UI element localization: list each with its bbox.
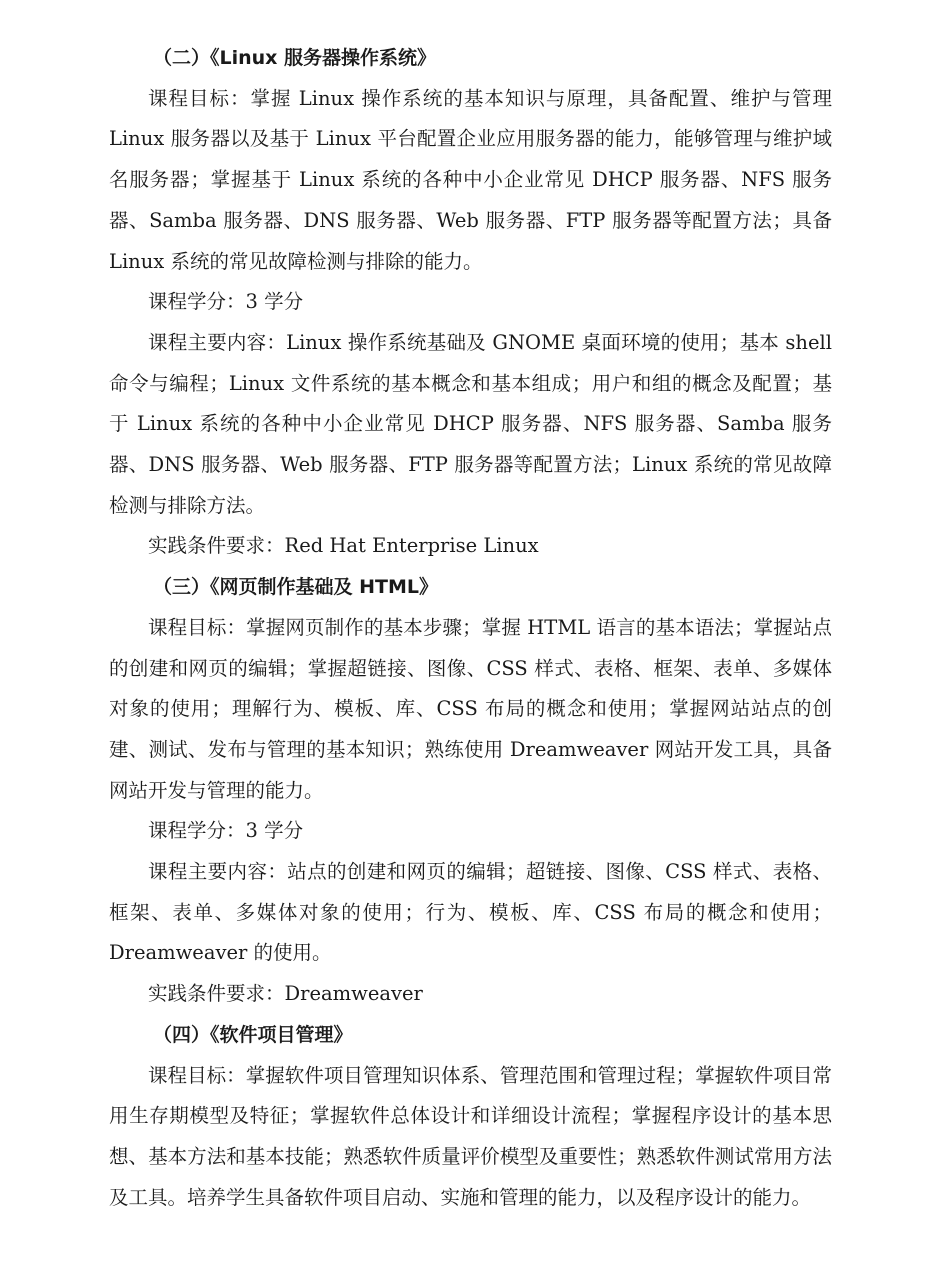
course-goal-text: 掌握网页制作的基本步骤；掌握 HTML 语言的基本语法；掌握站点的创建和网页的编辑；掌握超链接、图像、CSS 样式、表格、框架、表单、多媒体对象的使用；理解行为、模板、库、CSS 布局的概念和使用；掌握网站站点的创建、测试、发布与管理的基本知识；熟练使用 Dreamweaver 网站开发工具，具备网站开发与管理的能力。 [109, 615, 832, 802]
course-credits [109, 282, 832, 323]
course-credits-label: 课程学分： [148, 290, 246, 314]
course-practice [109, 526, 832, 567]
course-section-project-management [109, 1015, 832, 1219]
course-credits-text: 3 学分 [245, 819, 304, 843]
course-goal [109, 608, 832, 812]
course-goal [109, 79, 832, 283]
course-goal-label: 课程目标： [148, 1063, 246, 1087]
course-content-label: 课程主要内容： [148, 330, 287, 354]
course-section-linux [109, 38, 832, 567]
course-practice-text: Dreamweaver [284, 982, 423, 1006]
section-heading: （三）《网页制作基础及 HTML》 [153, 576, 438, 599]
course-practice-text: Red Hat Enterprise Linux [284, 534, 539, 558]
course-goal [109, 1056, 832, 1219]
document-body [109, 38, 832, 1218]
section-heading: （四）《软件项目管理》 [153, 1023, 353, 1046]
course-practice [109, 974, 832, 1015]
course-goal-label: 课程目标： [148, 86, 251, 110]
course-credits-text: 3 学分 [245, 290, 304, 314]
course-content [109, 323, 832, 527]
course-practice-label: 实践条件要求： [148, 534, 285, 558]
course-goal-text: 掌握软件项目管理知识体系、管理范围和管理过程；掌握软件项目常用生存期模型及特征；掌握软件总体设计和详细设计流程；掌握程序设计的基本思想、基本方法和基本技能；熟悉软件质量评价模型及重要性；熟悉软件测试常用方法及工具。培养学生具备软件项目启动、实施和管理的能力，以及程序设计的能力。 [109, 1063, 832, 1209]
course-practice-label: 实践条件要求： [148, 982, 285, 1006]
course-goal-label: 课程目标： [148, 615, 247, 639]
course-content [109, 852, 832, 974]
course-content-text: 站点的创建和网页的编辑；超链接、图像、CSS 样式、表格、框架、表单、多媒体对象的使用；行为、模板、库、CSS 布局的概念和使用；Dreamweaver 的使用。 [109, 860, 832, 965]
course-goal-text: 掌握 Linux 操作系统的基本知识与原理，具备配置、维护与管理 Linux 服务器以及基于 Linux 平台配置企业应用服务器的能力，能够管理与维护域名服务器；掌握基于 Linux 系统的各种中小企业常见 DHCP 服务器、NFS 服务器、Samba 服务器、DNS 服务器、Web 服务器、FTP 服务器等配置方法；具备 Linux 系统的常见故障检测与排除的能力。 [109, 86, 832, 273]
course-section-web [109, 567, 832, 1015]
course-credits-label: 课程学分： [148, 819, 246, 843]
course-credits [109, 811, 832, 852]
course-content-text: Linux 操作系统基础及 GNOME 桌面环境的使用；基本 shell 命令与编程；Linux 文件系统的基本概念和基本组成；用户和组的概念及配置；基于 Linux 系统的各种中小企业常见 DHCP 服务器、NFS 服务器、Samba 服务器、DNS 服务器、Web 服务器、FTP 服务器等配置方法；Linux 系统的常见故障检测与排除方法。 [109, 330, 832, 517]
course-content-label: 课程主要内容： [148, 860, 288, 884]
section-heading: （二）《Linux 服务器操作系统》 [153, 47, 437, 69]
